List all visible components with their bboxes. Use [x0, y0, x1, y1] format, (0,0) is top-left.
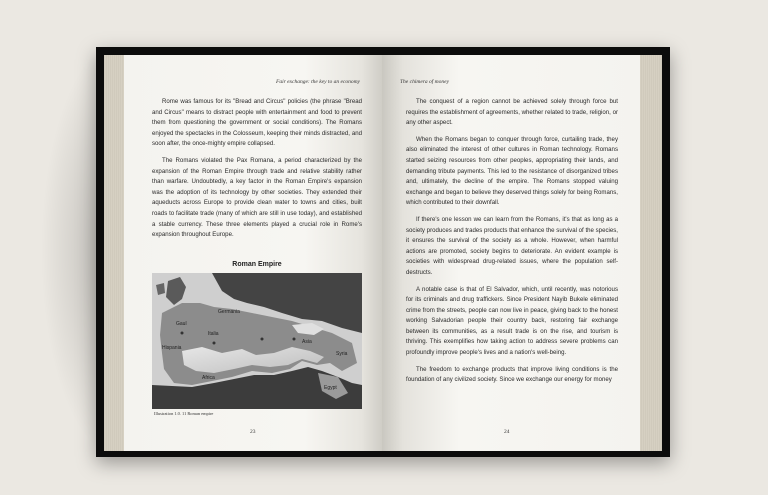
- map-label-egypt: Egypt: [324, 385, 337, 391]
- map-label-gaul: Gaul: [176, 321, 187, 327]
- map-label-hispania: Hispania: [162, 345, 182, 351]
- city-marker: [293, 338, 296, 341]
- map-title: Roman Empire: [232, 261, 282, 268]
- right-body-text: [406, 97, 618, 392]
- map-label-syria: Syria: [336, 351, 348, 357]
- left-paragraph-2: The Romans violated the Pax Romana, a period characterized by the expansion of the Roman Empire through trade and relative stability rather than warfare. Undoubtedly, a key factor in the Roman Empire's expansion was the adoption of its technology by other societies. They extended their aqueducts across Europe to provide clean water to towns and cities, built roads to facilitate trade (many of which are still in use today), and established a stable currency. These three elements played a crucial role in Rome's expansion throughout Europe.: [152, 156, 362, 239]
- city-marker: [213, 342, 216, 345]
- left-page-number: 23: [250, 429, 256, 435]
- map-caption: Illustration 1.0. 11 Roman empire: [154, 411, 214, 416]
- right-page: [382, 55, 640, 451]
- right-paragraph-3: If there's one lesson we can learn from the Romans, it's that as long as a society produces and trades products that enhance the survival of the species, it ensures the survival of the society as a whole. However, when harmful actions are promoted, society begins to deteriorate. An evident example is societies with widespread drug-related issues, where the population self-destructs.: [406, 215, 618, 276]
- right-running-head: The chimera of money: [400, 79, 450, 85]
- right-paragraph-2: When the Romans began to conquer through force, curtailing trade, they also eliminated the interest of other cultures in Roman technology. Romans started seizing resources from other peoples, appropriating their lands, and demanding tribute payments. This led to the resistance of disorganized tribes and, ultimately, the decline of the empire. The Romans stopped valuing exchange and began to believe they deserved things solely for being Romans, which contributed to their downfall.: [406, 135, 618, 207]
- right-paragraph-4: A notable case is that of El Salvador, which, until recently, was notorious for its criminals and drug traffickers. Since President Nayib Bukele eliminated crime from the streets, people can now live in peace, giving back to the honest working Salvadorian people their country back, restoring fair exchange between its communities, as a result trade is on the rise, and tourism is thriving. This exemplifies how taking action to address severe problems can profoundly improve people's lives and a nation's well-being.: [406, 285, 618, 357]
- map-label-asia: Asia: [302, 339, 312, 345]
- left-body-text: [152, 97, 362, 247]
- page-edges-right: [640, 55, 662, 451]
- right-page-number: 24: [504, 429, 510, 435]
- page-edges-left: [104, 55, 124, 451]
- left-paragraph-1: Rome was famous for its "Bread and Circus" policies (the phrase "Bread and Circus" means to distract people with entertainment and food to prevent them from questioning the government or social conditions). The Romans enjoyed the spectacles in the Colosseum, keeping their minds distracted, and soon after, the once-mighty empire collapsed.: [152, 98, 362, 148]
- map-label-italia: Italia: [208, 331, 219, 337]
- city-marker: [181, 332, 184, 335]
- left-running-head: Fair exchange: the key to an economy: [276, 79, 360, 85]
- map-label-germania: Germania: [218, 309, 240, 315]
- left-page: [124, 55, 382, 451]
- right-paragraph-5: The freedom to exchange products that improve living conditions is the foundation of any civilized society. Since we exchange our energy for money: [406, 365, 618, 384]
- map-label-africa: Africa: [202, 375, 215, 381]
- right-paragraph-1: The conquest of a region cannot be achieved solely through force but requires the establishment of agreements, whether related to trade, religion, or any other aspect.: [406, 98, 618, 127]
- city-marker: [261, 338, 264, 341]
- roman-empire-map: [152, 273, 362, 409]
